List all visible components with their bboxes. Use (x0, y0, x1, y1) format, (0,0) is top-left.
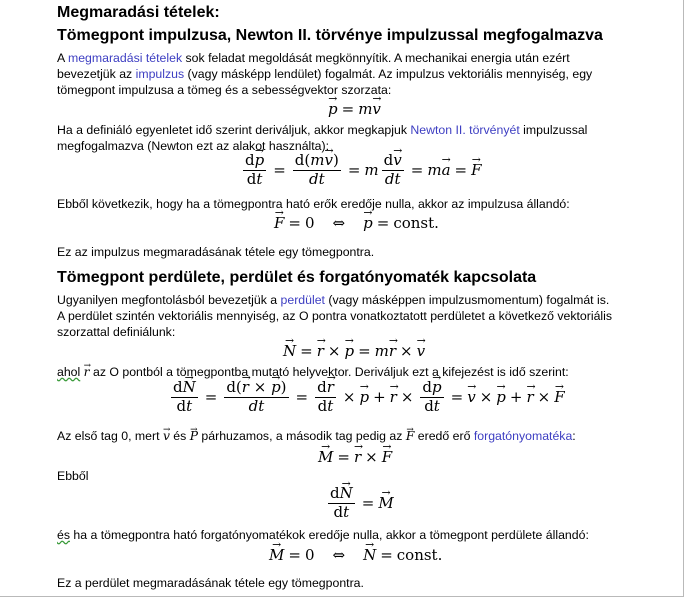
text: és (57, 528, 70, 542)
const-label: const. (396, 546, 443, 564)
section2-and-if (57, 527, 589, 543)
section2-intro-line3: szorzattal definiálunk: (57, 325, 176, 339)
link-perdulet[interactable]: perdület (280, 293, 325, 307)
text: Newton II. törvényét (410, 123, 520, 137)
text: (vagy másképp lendület) fogalmát. Az impulzus vektoriális mennyiség, egy (184, 67, 593, 81)
text: Ugyanilyen megfontolásból bevezetjük a (57, 293, 281, 307)
link-newton-ii[interactable] (410, 123, 519, 137)
link-forgatonyomatek[interactable]: forgatónyomatéka (473, 429, 573, 443)
section2-where: ahol → r az O pontból a tömegpontba mutató helyvektor. Deriváljuk ezt a kifejezést is idő szerint: (57, 364, 569, 380)
section2-intro-line2: A perdület szintén vektoriális mennyiség, az O pontra vonatkoztatott perdületet a következő vektoriális (57, 309, 613, 323)
section1-heading: Tömegpont impulzusa, Newton II. törvénye impulzussal megfogalmazva (57, 27, 603, 44)
section2-intro-line1 (57, 292, 609, 308)
equation-angular-momentum-derivative: $\frac{d\to N}{dt}$ = $\frac{d(\to r \times \to p)}{dt}$ = $\frac{d\to r}{dt}$ × → p + → r × $\frac{d\to p}{dt}$ = → v × → p + → r × → F (168, 380, 565, 415)
link-impulzus[interactable]: impulzus (135, 67, 185, 81)
text: impulzussal (519, 123, 588, 137)
section1-intro-line2 (57, 66, 592, 82)
text: Az első tag 0, mert (57, 429, 163, 443)
text: Ha a definiáló egyenletet idő szerint deriváljuk, akkor megkapjuk (57, 123, 411, 137)
text: A (57, 51, 68, 65)
text: (vagy másképpen impulzusmomentum) fogalmát is. (324, 293, 610, 307)
section1-deriv-line1 (57, 122, 587, 138)
text: párhuzamos, a második tag pedig az (198, 429, 406, 443)
section1-intro-line1 (57, 50, 570, 66)
equation-torque: → M = → r × → F (318, 448, 392, 466)
equation-impulse-definition: → p = m → v (328, 100, 381, 118)
text: az O pontból a tömegpontba mutató helyvektor. Deriváljuk ezt a kifejezést is idő szerint: (89, 365, 569, 379)
equation-angular-momentum: → N = → r × → p = m → r × → v (283, 342, 425, 360)
section1-follows: Ebből következik, hogy ha a tömegpontra ható erők eredője nulla, akkor az impulzusa állandó: (57, 197, 570, 211)
text: ahol (57, 365, 81, 379)
const-label: const. (393, 214, 439, 232)
section1-conclusion: Ez az impulzus megmaradásának tétele egy tömegpontra. (57, 245, 375, 259)
equation-impulse-conservation: → F = 0 ⇔ → p = const. (274, 214, 439, 232)
equation-angular-momentum-conservation: → M = 0 ⇔ → N = const. (269, 546, 442, 564)
section2-conclusion: Ez a perdület megmaradásának tétele egy tömegpontra. (57, 576, 364, 590)
page-title: Megmaradási tételek: (57, 4, 220, 21)
text: sok feladat megoldását megkönnyítik. A mechanikai energia után ezért (182, 51, 570, 65)
text: eredő erő (414, 429, 474, 443)
section2-heading: Tömegpont perdülete, perdület és forgatónyomaték kapcsolata (57, 269, 537, 286)
section2-ebbol: Ebből (57, 469, 89, 483)
text: bevezetjük az (57, 67, 136, 81)
equation-torque-relation: $\frac{d\to N}{dt}$ = → M (325, 486, 394, 521)
text: : (572, 429, 576, 443)
section1-intro-line3: tömegpont impulzusa a tömeg és a sebességvektor szorzata: (57, 83, 392, 97)
section1-deriv-line2: megfogalmazva (Newton ezt az alakot használta): (57, 139, 330, 153)
link-megmaradasi-tetelek[interactable]: megmaradási tételek (67, 51, 183, 65)
equation-newton-ii: $\frac{d\to p}{dt}$ = $\frac{d(m\to v)}{dt}$ = m $\frac{d\to v}{dt}$ = m → a = → F (240, 153, 482, 188)
section2-first-term: Az első tag 0, mert → v és → P párhuzamos, a második tag pedig az → F eredő erő forgatónyomatéka: (57, 428, 576, 444)
text: ha a tömegpontra ható forgatónyomatékok eredője nulla, akkor a tömegpont perdülete állandó: (70, 528, 589, 542)
text: és (169, 429, 190, 443)
